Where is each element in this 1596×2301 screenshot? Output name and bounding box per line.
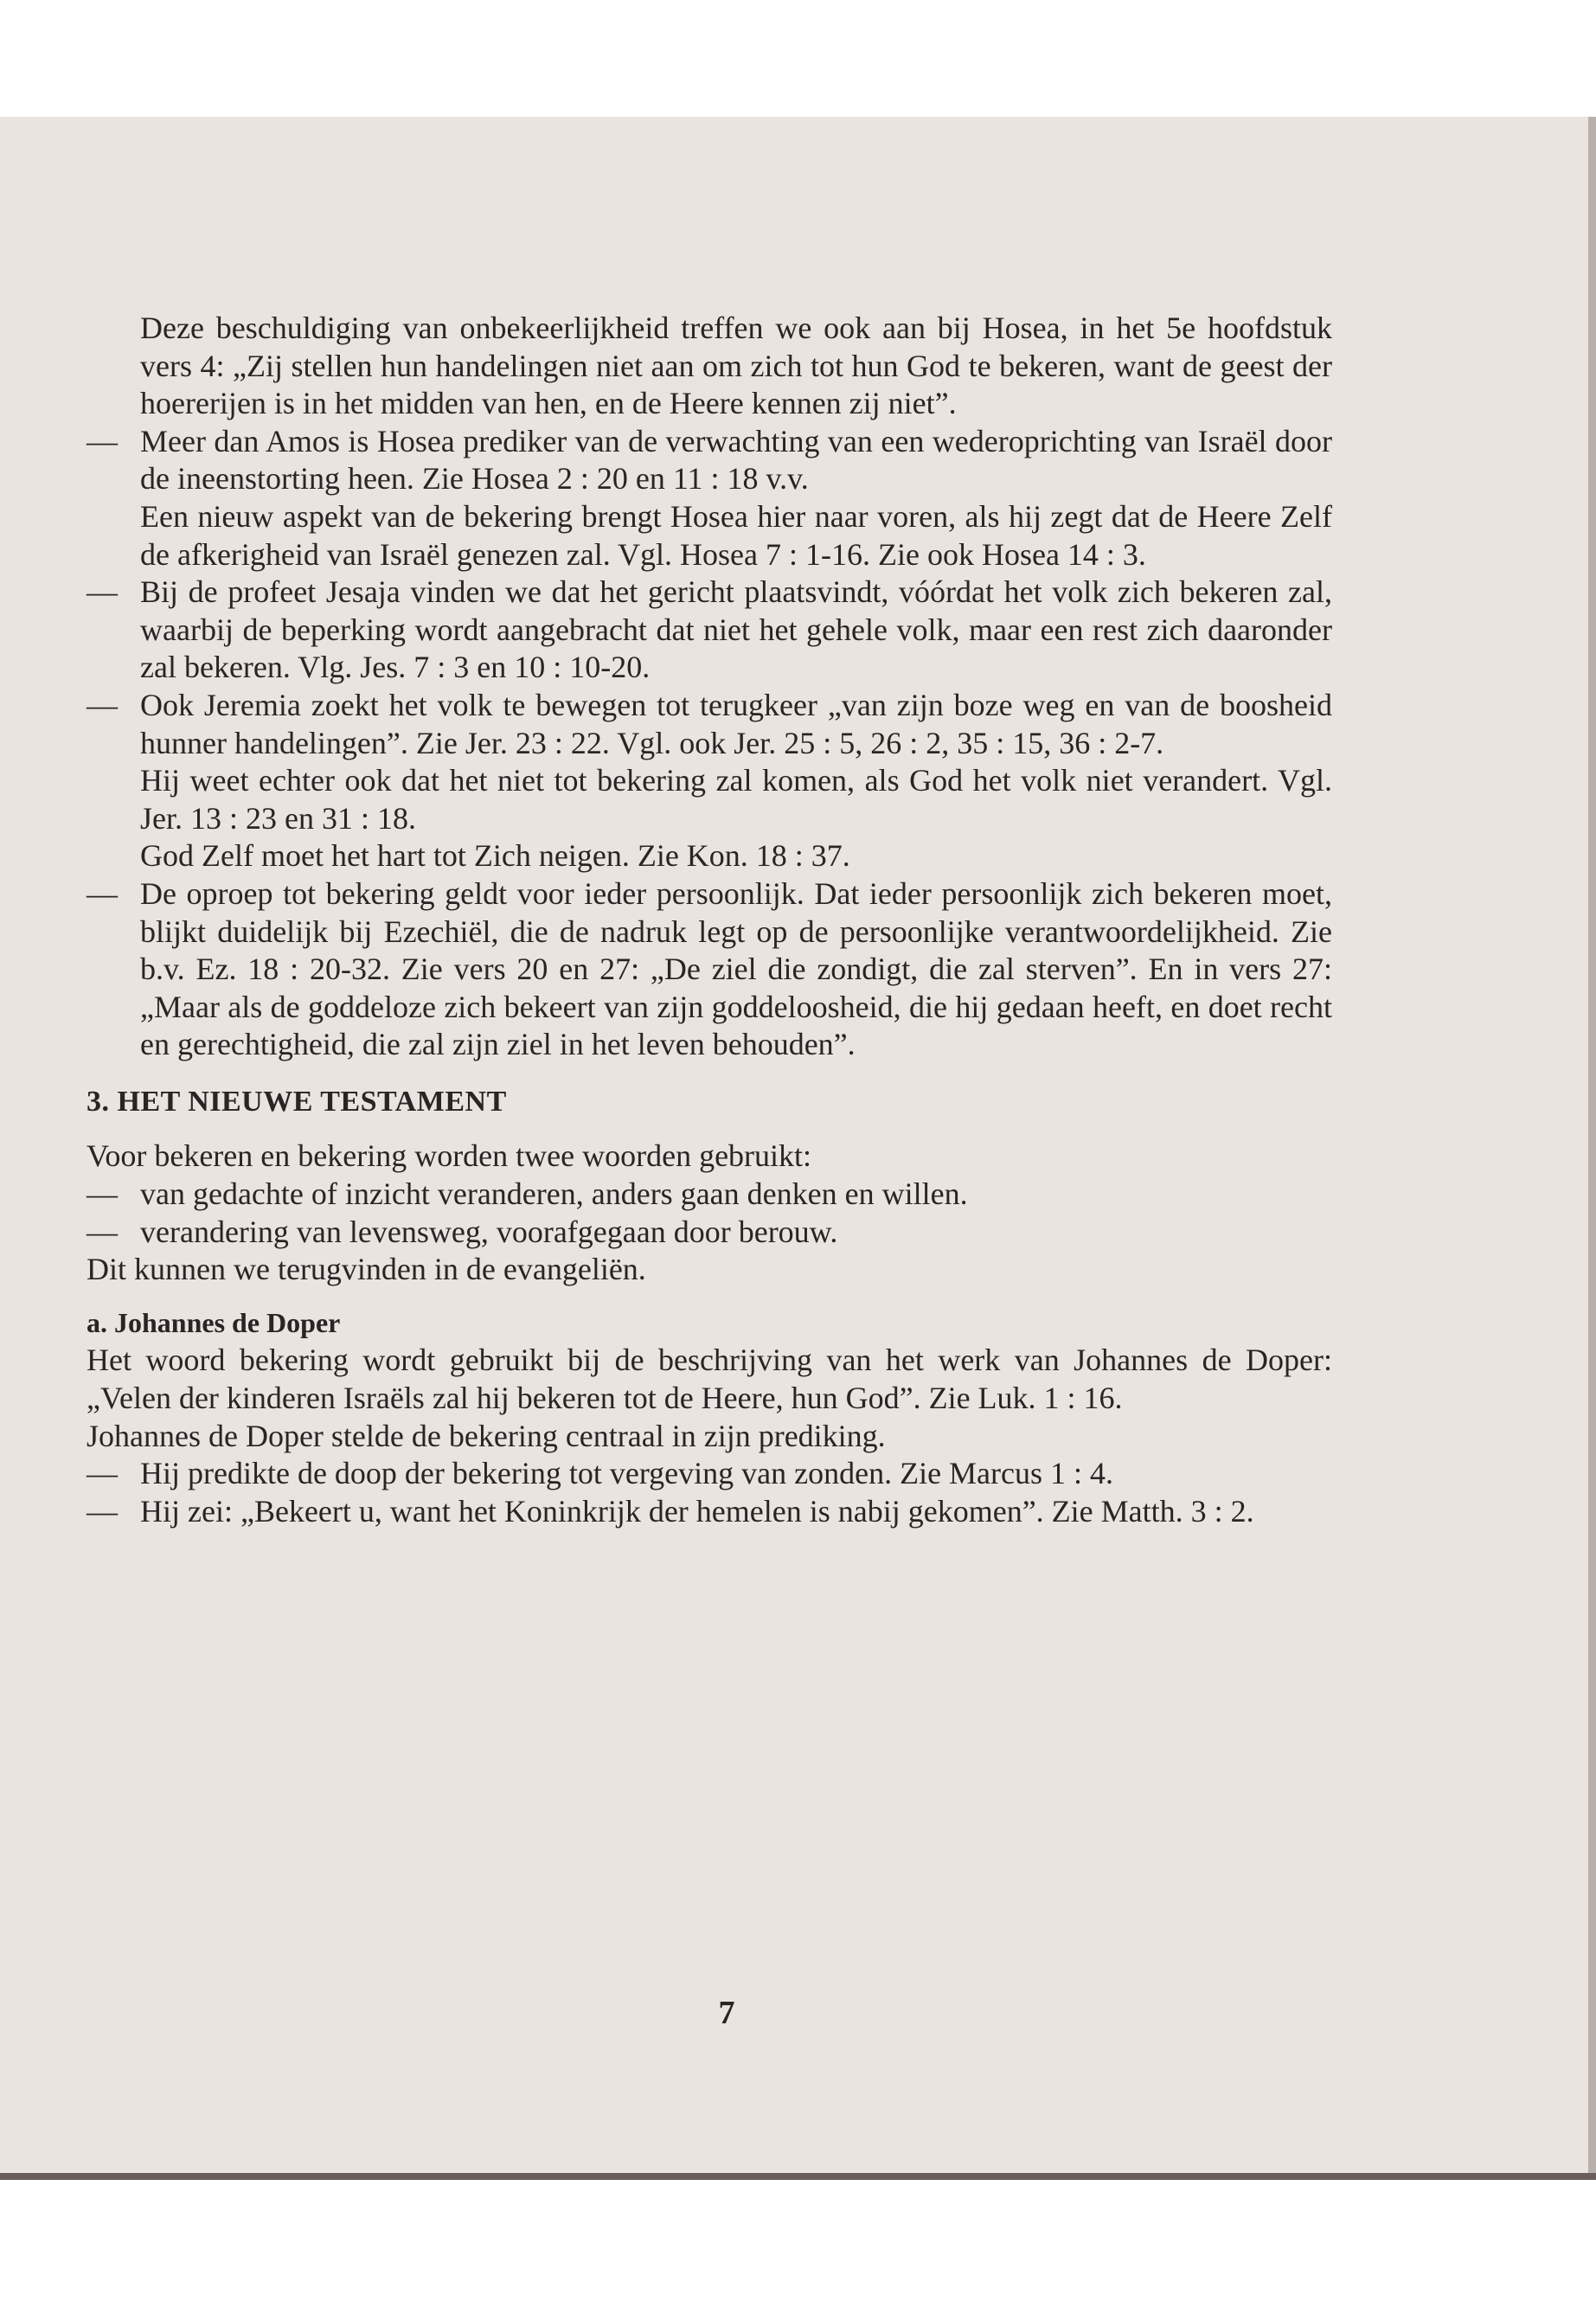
- johannes-text: Het woord bekering wordt gebruikt bij de beschrijving van het werk van Johannes de Doper: „Velen der kinderen Israëls zal hij bekeren tot de Heere, hun God”. Zie Luk. 1 : 16.: [87, 1343, 1332, 1416]
- ot-paragraph: [87, 762, 1332, 837]
- nt-intro: Voor bekeren en bekering worden twee woorden gebruikt:: [87, 1138, 812, 1174]
- em-dash-marker: —: [87, 1214, 118, 1249]
- em-dash-marker: —: [87, 574, 118, 610]
- johannes-paragraph: [87, 1493, 1332, 1531]
- ot-text: Hij weet echter ook dat het niet tot bekering zal komen, als God het volk niet verandert. Vgl. Jer. 13 : 23 en 31 : 18.: [140, 763, 1332, 836]
- ot-paragraph: [87, 423, 1332, 498]
- ot-text: Meer dan Amos is Hosea prediker van de verwachting van een wederoprichting van Israël door de ineenstorting heen. Zie Hosea 2 : 20 en 11 : 18 v.v.: [140, 423, 1332, 497]
- nt-list-item: [87, 1176, 1332, 1214]
- em-dash-marker: —: [87, 1176, 118, 1212]
- em-dash-marker: —: [87, 423, 118, 458]
- nt-list: [87, 1176, 1332, 1251]
- ot-paragraph: [87, 310, 1332, 423]
- johannes-paragraph: [87, 1342, 1332, 1417]
- johannes-paragraph: [87, 1455, 1332, 1493]
- page-edge-bottom: [0, 2173, 1596, 2180]
- ot-paragraph: [87, 687, 1332, 762]
- em-dash-marker: —: [87, 1456, 118, 1491]
- ot-paragraph: [87, 837, 1332, 875]
- em-dash-marker: —: [87, 875, 118, 911]
- section-heading-nt: 3. HET NIEUWE TESTAMENT: [87, 1085, 507, 1118]
- ot-text: De oproep tot bekering geldt voor ieder persoonlijk. Dat ieder persoonlijk zich bekeren moet, blijkt duidelijk bij Ezechiël, die de nadruk legt op de persoonlijke verantwoordelijkheid. Zie b.v. Ez. 18 : 20-32. Zie vers 20 en 27: „De ziel die zondigt, die zal sterven”. En in vers 27: „Maar als de goddeloze zich bekeert van zijn goddeloosheid, die hij gedaan heeft, en doet recht en gerechtigheid, die zal zijn ziel in het leven behouden”.: [140, 875, 1332, 1062]
- ot-paragraph: [87, 574, 1332, 687]
- section-heading-johannes: a. Johannes de Doper: [87, 1306, 341, 1338]
- nt-list-item: [87, 1214, 1332, 1252]
- johannes-text: Johannes de Doper stelde de bekering centraal in zijn prediking.: [87, 1418, 886, 1453]
- johannes-text: Hij zei: „Bekeert u, want het Koninkrijk der hemelen is nabij gekomen”. Zie Matth. 3 : 2.: [140, 1493, 1254, 1529]
- johannes-section: [87, 1342, 1332, 1530]
- em-dash-marker: —: [87, 1493, 118, 1529]
- page-body: [87, 310, 1332, 1530]
- ot-text: Bij de profeet Jesaja vinden we dat het gericht plaatsvindt, vóórdat het volk zich bekeren zal, waarbij de beperking wordt aangebracht dat niet het gehele volk, maar een rest zich daaronder zal bekeren. Vlg. Jes. 7 : 3 en 10 : 10-20.: [140, 574, 1332, 685]
- page-number: 7: [718, 1995, 735, 2031]
- ot-paragraph: [87, 875, 1332, 1064]
- nt-list-item-text: verandering van levensweg, voorafgegaan door berouw.: [140, 1214, 838, 1249]
- page-edge-right: [1588, 117, 1596, 2180]
- ot-paragraph: [87, 498, 1332, 574]
- johannes-paragraph: [87, 1418, 1332, 1456]
- ot-text: Ook Jeremia zoekt het volk te bewegen tot terugkeer „van zijn boze weg en van de boosheid hunner handelingen”. Zie Jer. 23 : 22. Vgl. ook Jer. 25 : 5, 26 : 2, 35 : 15, 36 : 2-7.: [140, 687, 1332, 760]
- ot-text: Deze beschuldiging van onbekeerlijkheid treffen we ook aan bij Hosea, in het 5e hoofdstuk vers 4: „Zij stellen hun handelingen niet aan om zich tot hun God te bekeren, want de geest der hoererijen is in het midden van hen, en de Heere kennen zij niet”.: [140, 311, 1332, 421]
- ot-text: God Zelf moet het hart tot Zich neigen. Zie Kon. 18 : 37.: [140, 838, 850, 874]
- nt-closing: Dit kunnen we terugvinden in de evangeliën.: [87, 1252, 646, 1287]
- johannes-text: Hij predikte de doop der bekering tot vergeving van zonden. Zie Marcus 1 : 4.: [140, 1456, 1114, 1491]
- em-dash-marker: —: [87, 687, 118, 722]
- nt-list-item-text: van gedachte of inzicht veranderen, anders gaan denken en willen.: [140, 1176, 968, 1212]
- old-testament-section: [87, 310, 1332, 1064]
- ot-text: Een nieuw aspekt van de bekering brengt Hosea hier naar voren, als hij zegt dat de Heere Zelf de afkerigheid van Israël genezen zal. Vgl. Hosea 7 : 1-16. Zie ook Hosea 14 : 3.: [140, 498, 1332, 572]
